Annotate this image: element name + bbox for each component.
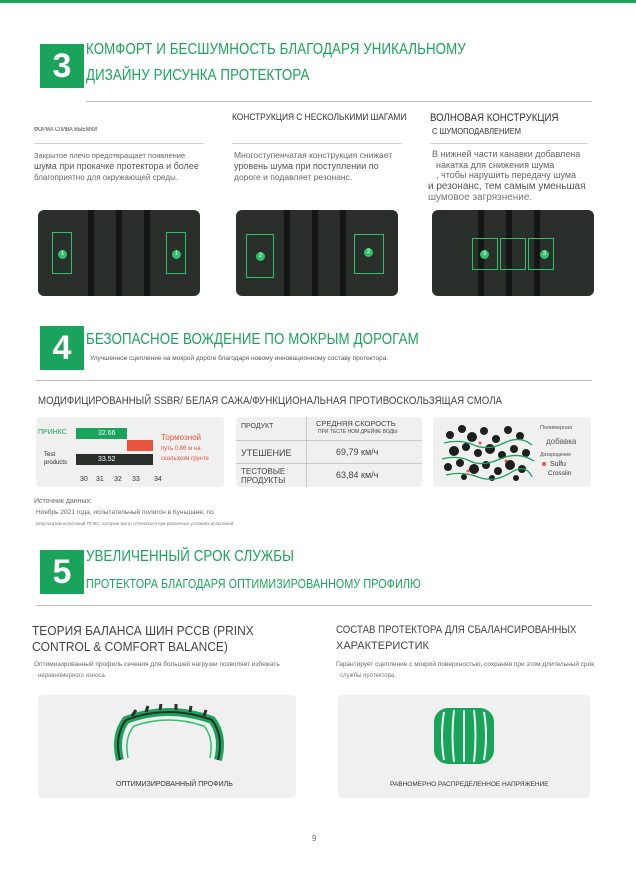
s5-left-title-line1: ТЕОРИЯ БАЛАНСА ШИН PCCB (PRINX: [32, 623, 254, 638]
col1-divider: [34, 143, 204, 144]
speed-col2-header-line1: СРЕДНЯЯ СКОРОСТЬ: [316, 419, 396, 428]
legend-silica: Дизаридение: [540, 452, 571, 458]
bar-brake-diff: [127, 440, 153, 451]
s5-right-title-line1: СОСТАВ ПРОТЕКТОРА ДЛЯ СБАЛАНСИРОВАННЫХ: [336, 624, 577, 636]
tick-31: 31: [96, 476, 104, 483]
col1-text-line2: шума при прокачке протектора и более: [34, 161, 199, 171]
section-3-number: 3: [40, 44, 84, 88]
optimized-profile-caption: ОПТИМИЗИРОВАННЫЙ ПРОФИЛЬ: [116, 781, 233, 788]
brake-note-line1: Тормозной: [161, 433, 202, 442]
stress-distribution-illustration: [430, 704, 498, 768]
bar-value-test: 33.52: [98, 456, 116, 463]
speed-row1-value: 69,79 км/ч: [336, 447, 379, 457]
col2-text-line1: Многоступенчатая конструкция снижает: [234, 150, 393, 160]
page-number: 9: [312, 834, 317, 843]
col1-title: ФОРМА СЛИВА ВЫЕМКИ: [34, 127, 98, 133]
section-3-title-line1: КОМФОРТ И БЕСШУМНОСТЬ БЛАГОДАРЯ УНИКАЛЬНОМУ: [86, 41, 466, 58]
source-line1: Источник данных:: [34, 498, 93, 505]
speed-col1-header: ПРОДУКТ: [241, 423, 274, 430]
s5-right-text-line1: Гарантирует сцепление с мокрой поверхностью, сохраняя при этом длительный срок: [336, 661, 595, 668]
section-4-divider: [36, 380, 592, 381]
col3-text-line4: и резонанс, тем самым уменьшая: [428, 181, 586, 192]
brake-note-line3: скользком грунте: [161, 456, 209, 462]
brake-note-line2: путь 0.86 м на: [161, 446, 201, 452]
speed-row2-label: ТЕСТОВЫЕ ПРОДУКТЫ: [241, 467, 286, 485]
section-4-subheading: МОДИФИЦИРОВАННЫЙ SSBR/ БЕЛАЯ САЖА/ФУНКЦИОНАЛЬНАЯ ПРОТИВОСКОЛЬЗЯЩАЯ СМОЛА: [38, 395, 503, 407]
legend-sulfur-line2: Crosslin: [548, 470, 572, 477]
col2-divider: [232, 143, 402, 144]
section-5-divider: [36, 605, 592, 606]
tread-image-2: 2 2: [236, 210, 398, 296]
section-5-title-line1: УВЕЛИЧЕННЫЙ СРОК СЛУЖБЫ: [86, 548, 294, 565]
section-4-subtitle: Улучшенное сцепление на мокрой дороге благодаря новому инновационному составу протектора.: [90, 355, 389, 362]
col1-text-line3: благоприятно для окружающей среды.: [34, 173, 178, 182]
section-5-title-line2: ПРОТЕКТОРА БЛАГОДАРЯ ОПТИМИЗИРОВАННОМУ ПРОФИЛЮ: [86, 577, 421, 591]
speed-table-hline2: [236, 463, 422, 464]
source-line3: результатам испытаний ПГЖС, которые могут отличаться при различных условиях испытаний.: [36, 521, 235, 526]
section-3-title-line2: ДИЗАЙНУ РИСУНКА ПРОТЕКТОРА: [86, 67, 310, 84]
speed-table-vline: [306, 417, 307, 487]
tick-33: 33: [132, 476, 140, 483]
speed-col2-header-line2: ПРИ ТЕСТЕ НОМ ДРЕЙФЕ ВОДЫ: [318, 429, 398, 435]
col2-text-line3: дороге и подавляет резонанс.: [234, 172, 353, 182]
stress-distribution-caption: РАВНОМЕРНО РАСПРЕДЕЛЕННОЕ НАПРЯЖЕНИЕ: [390, 781, 549, 788]
legend-polymer-line2: добавка: [546, 437, 577, 446]
tread-image-3: 3 3: [432, 210, 594, 296]
col3-divider: [430, 143, 588, 144]
compound-molecules-illustration: [440, 421, 536, 483]
tick-30: 30: [80, 476, 88, 483]
col2-title: КОНСТРУКЦИЯ С НЕСКОЛЬКИМИ ШАГАМИ: [232, 112, 407, 123]
section-5-number: 5: [40, 550, 84, 594]
s5-right-title-line2: ХАРАКТЕРИСТИК: [336, 640, 429, 652]
col2-text-line2: уровень шума при поступлении по: [234, 161, 379, 171]
col3-title-line1: ВОЛНОВАЯ КОНСТРУКЦИЯ: [430, 112, 559, 124]
bar-value-prinx: 32.66: [98, 430, 116, 437]
tick-32: 32: [114, 476, 122, 483]
speed-table-hline1: [236, 440, 422, 441]
legend-sulfur-dot: [542, 462, 546, 466]
source-line2: Ноябрь 2021 года, испытательный полигон в Куньшане, по: [36, 509, 214, 516]
speed-row2-value: 63,84 км/ч: [336, 470, 379, 480]
col3-text-line2: накатка для снижения шума: [436, 160, 555, 170]
col3-text-line3: , чтобы нарушить передачу шума: [436, 170, 577, 180]
top-accent-line: [0, 0, 636, 3]
s5-left-text-line2: неравномерного износа.: [38, 673, 107, 679]
col3-text-line1: В нижней части канавки добавлена: [432, 149, 581, 159]
section-4-number: 4: [40, 326, 84, 370]
tread-image-1: 1 1: [38, 210, 200, 296]
tire-profile-illustration: [110, 702, 228, 768]
legend-sulfur-line1: Sulfu: [550, 461, 566, 468]
col1-text-line1: Закрытое плечо предотвращает появление: [34, 151, 186, 160]
s5-right-text-line2: службы протектора.: [340, 673, 396, 679]
tick-34: 34: [154, 476, 162, 483]
speed-row1-label: УТЕШЕНИЕ: [241, 448, 292, 458]
legend-polymer-line1: Полимерная: [540, 425, 573, 431]
section-4-title: БЕЗОПАСНОЕ ВОЖДЕНИЕ ПО МОКРЫМ ДОРОГАМ: [86, 331, 419, 348]
bar-label-test: Test products: [44, 452, 68, 466]
col3-title-line2: С ШУМОПОДАВЛЕНИЕМ: [432, 126, 522, 136]
s5-left-title-line2: CONTROL & COMFORT BALANCE): [32, 639, 228, 654]
col3-text-line5: шумовое загрязнение.: [428, 192, 533, 203]
bar-label-prinx: ПРИНКС: [38, 429, 67, 436]
section-3-divider: [86, 101, 592, 102]
s5-left-text-line1: Оптимизированный профиль сечения для большей нагрузки позволяет избежать: [34, 661, 280, 668]
